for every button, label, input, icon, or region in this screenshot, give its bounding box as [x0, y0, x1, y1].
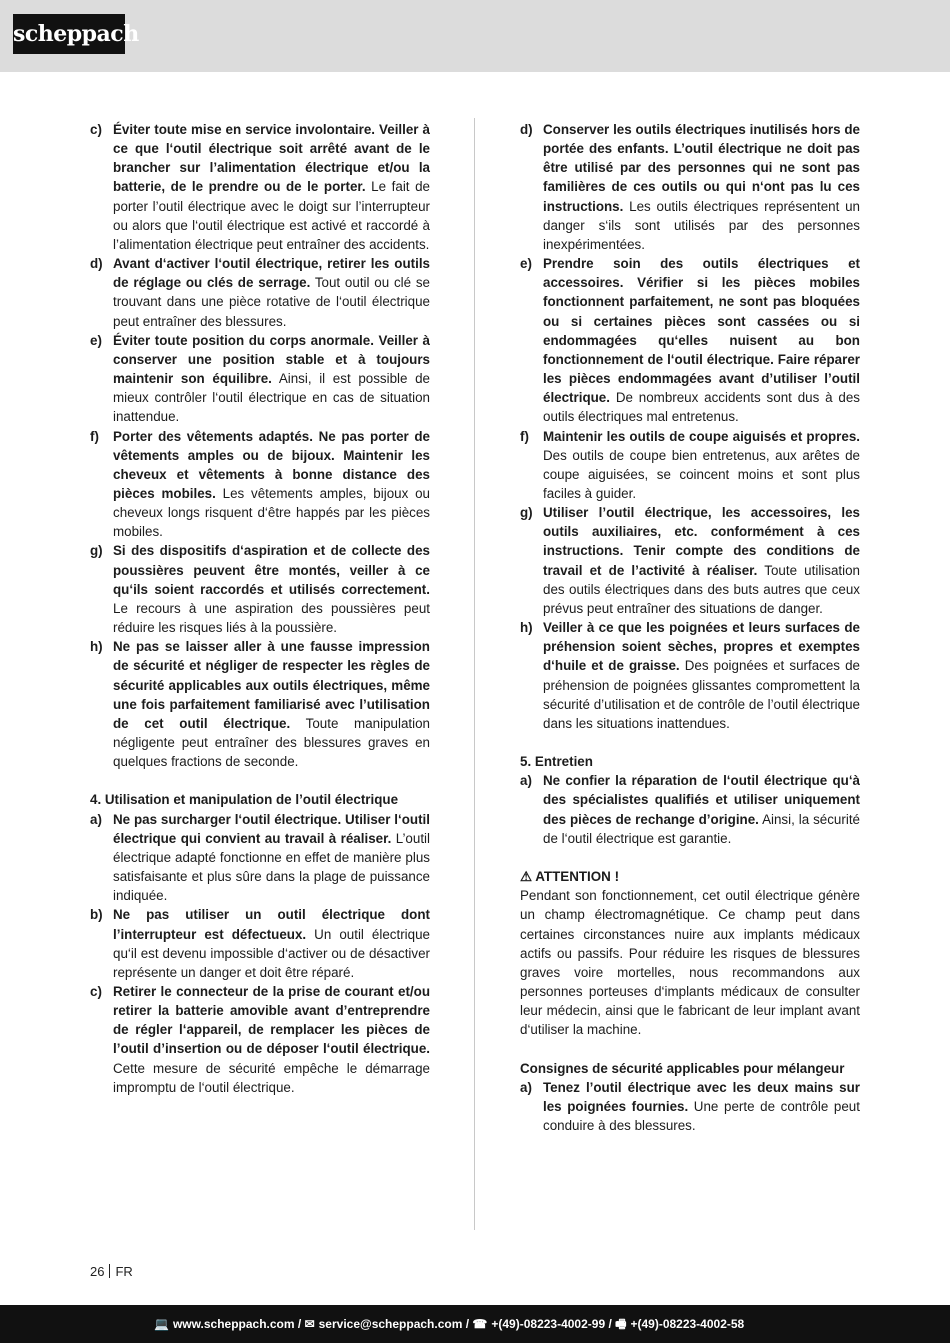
list-item-normal-text: De nombreux accidents sont dus à des outils électriques mal entretenus.: [543, 390, 860, 425]
list-item-text: [543, 120, 860, 254]
header-band: [0, 0, 950, 72]
section-5-heading: 5. Entretien: [520, 754, 593, 770]
list-item-normal-text: Des outils de coupe bien entretenus, aux arêtes de coupe aiguisées, se coincent moins et sont plus faciles à guider.: [543, 447, 860, 501]
page-number: [90, 1264, 133, 1279]
right-column: [520, 120, 860, 1135]
list-item-bold-text: Ne pas se laisser aller à une fausse impression de sécurité et négliger de respecter les règles de sécurité applicables aux outils électriques, même une fois parfaitement familiarisé avec l’utilisation de cet outil électrique.: [113, 639, 430, 731]
list-item-normal-text: Ainsi, la sécurité de l‘outil électrique est garantie.: [543, 811, 860, 846]
list-item-text: [113, 905, 430, 982]
list-item-label: f): [520, 428, 529, 444]
list-item-text: [543, 254, 860, 426]
list-item: [520, 254, 860, 426]
list-item-bold-text: Avant d‘activer l‘outil électrique, retirer les outils de réglage ou clés de serrage.: [113, 256, 430, 291]
list-item-normal-text: L’outil électrique adapté fonctionne en effet de manière plus satisfaisante et plus sûre dans la plage de puissance indiquée.: [113, 830, 430, 904]
page-number-value: 26: [90, 1264, 105, 1279]
list-item-bold-text: Conserver les outils électriques inutilisés hors de portée des enfants. L’outil électrique ne doit pas être utilisé par des personnes qui ne sont pas familières de ces outils ou qui n‘ont pas lu ces instructions.: [543, 122, 860, 214]
list-item: [90, 810, 430, 906]
attention-heading: ⚠ ATTENTION !: [520, 869, 620, 885]
list-item: [90, 637, 430, 771]
list-item: [90, 982, 430, 1097]
list-item-normal-text: Le recours à une aspiration des poussières peut réduire les risques liés à la poussière.: [113, 600, 430, 636]
list-item-label: d): [520, 122, 533, 137]
list-item-label: g): [90, 543, 103, 559]
list-item: [90, 331, 430, 427]
list-item-text: [113, 541, 430, 637]
list-item-bold-text: Tenez l’outil électrique avec les deux mains sur les poignées fournies.: [543, 1079, 860, 1114]
list-item-label: d): [90, 256, 103, 272]
list-item-label: e): [90, 332, 102, 348]
footer-phone: +(49)-08223-4002-99 /: [491, 1317, 612, 1331]
list-item-text: [113, 427, 430, 542]
list-item-text: [113, 120, 430, 254]
list-item: [520, 503, 860, 618]
list-item: [90, 120, 430, 254]
list-item-label: g): [520, 505, 533, 521]
list-item-text: [543, 503, 860, 618]
list-item-normal-text: Une perte de contrôle peut conduire à des blessures.: [543, 1098, 860, 1134]
list-item-bold-text: Veiller à ce que les poignées et leurs surfaces de préhension soient sèches, propres et exemptes d‘huile et de graisse.: [543, 620, 860, 674]
list-item-text: [543, 618, 860, 733]
list-item: [520, 771, 860, 848]
list-item-bold-text: Retirer le connecteur de la prise de courant et/ou retirer la batterie amovible avant d’entreprendre de régler l‘appareil, de remplacer les pièces de l’outil d’insertion ou de déposer l‘outil électrique.: [113, 984, 430, 1057]
list-item: [520, 120, 860, 254]
list-item: [90, 905, 430, 982]
list-item-text: [113, 982, 430, 1097]
list-item-normal-text: Les vêtements amples, bijoux ou cheveux longs risquent d‘être happés par les pièces mobiles.: [113, 485, 430, 540]
list-item-normal-text: Ainsi, il est possible de mieux contrôler l‘outil électrique en cas de situation inattendue.: [113, 371, 430, 425]
left-items-a: [90, 120, 430, 771]
list-item-label: b): [90, 907, 103, 923]
list-item: [90, 254, 430, 331]
list-item-text: [113, 810, 430, 906]
list-item-label: a): [520, 1079, 532, 1095]
left-column: [90, 120, 430, 1097]
list-item-normal-text: Cette mesure de sécurité empêche le démarrage impromptu de l‘outil électrique.: [113, 1060, 430, 1095]
footer-email-link[interactable]: service@scheppach.com /: [318, 1317, 470, 1331]
list-item: [90, 541, 430, 637]
list-item-bold-text: Utiliser l’outil électrique, les accessoires, les outils auxiliaires, etc. conformément à ces instructions. Tenir compte des conditions de travail et de l’activité à réaliser.: [543, 505, 860, 578]
list-item-normal-text: Des poignées et surfaces de préhension de poignées glissantes compromettent la sécurité d’utilisation et de contrôle de l’outil électrique dans les situations inattendues.: [543, 658, 860, 731]
list-item: [520, 618, 860, 733]
list-item: [520, 1078, 860, 1135]
list-item-text: [543, 1078, 860, 1135]
list-item-label: c): [90, 122, 102, 137]
list-item-label: a): [520, 773, 532, 789]
list-item-text: [113, 254, 430, 331]
list-item-normal-text: Les outils électriques représentent un danger s‘ils sont utilisés par des personnes inexpérimentées.: [543, 198, 860, 252]
list-item-normal-text: Toute utilisation des outils électriques dans des buts autres que ceux prévus peut entraîner des situations de danger.: [543, 562, 860, 616]
footer-fax: +(49)-08223-4002-58: [630, 1317, 745, 1331]
list-item-bold-text: Ne pas surcharger l‘outil électrique. Utiliser l‘outil électrique qui convient au travail à réaliser.: [113, 811, 430, 846]
list-item-text: [543, 771, 860, 848]
list-item-label: f): [90, 428, 99, 444]
list-item: [520, 427, 860, 504]
list-item-label: h): [90, 639, 103, 655]
footer-website-link[interactable]: www.scheppach.com /: [172, 1317, 302, 1331]
mixer-safety-heading: Consignes de sécurité applicables pour mélangeur: [520, 1060, 845, 1076]
list-item-label: h): [520, 620, 533, 636]
fax-icon: 🖷: [615, 1317, 627, 1331]
list-item-bold-text: Éviter toute mise en service involontaire. Veiller à ce que l‘outil électrique soit arrêté avant de le brancher sur l’alimentation électrique et/ou la batterie, de le prendre ou de le porter.: [113, 122, 430, 195]
computer-icon: 💻: [154, 1317, 169, 1331]
mail-icon: ✉: [304, 1317, 315, 1331]
list-item-bold-text: Ne pas utiliser un outil électrique dont l’interrupteur est défectueux.: [113, 907, 430, 942]
list-item-normal-text: Le fait de porter l’outil électrique avec le doigt sur l’interrupteur ou alors que l‘outil électrique est activé et raccordé à l’alimentation électrique peut entraîner des accidents.: [113, 179, 430, 252]
list-item-label: a): [90, 811, 102, 827]
page-number-separator: [109, 1264, 110, 1278]
list-item-bold-text: Maintenir les outils de coupe aiguisés et propres.: [543, 428, 860, 444]
list-item-bold-text: Prendre soin des outils électriques et accessoires. Vérifier si les pièces mobiles fonctionnent parfaitement, ne sont pas bloquées ou si certaines pièces sont cassées ou si endommagées qu‘elles nuisent au bon fonctionnement de l‘outil électrique. Faire réparer les pièces endommagées avant d’utiliser l’outil électrique.: [543, 256, 860, 406]
footer-contact: [154, 1305, 744, 1343]
list-item-text: [543, 427, 860, 504]
attention-text: Pendant son fonctionnement, cet outil électrique génère un champ électromagnétique. Ce champ peut dans certaines circonstances nuire aux implants médicaux actifs ou passifs. Pour réduire les risques de blessures graves voire mortelles, nous recommandons aux personnes porteuses d‘implants médicaux de consulter leur médecin, ainsi que le fabricant de leur implant avant d‘utiliser la machine.: [520, 888, 860, 1038]
list-item-normal-text: Tout outil ou clé se trouvant dans une pièce rotative de l‘outil électrique peut entraîner des blessures.: [113, 275, 430, 329]
list-item-normal-text: Toute manipulation négligente peut entraîner des blessures graves en quelques fractions de seconde.: [113, 715, 430, 770]
scheppach-logo: scheppach: [13, 14, 125, 54]
list-item: [90, 427, 430, 542]
footer-band: [0, 1305, 950, 1343]
section-4-heading: 4. Utilisation et manipulation de l’outil électrique: [90, 792, 399, 808]
list-item-bold-text: Si des dispositifs d‘aspiration et de collecte des poussières peuvent être montés, veiller à ce qu‘ils soient raccordés et utilisés correctement.: [113, 543, 430, 597]
phone-icon: ☎: [472, 1317, 488, 1331]
left-items-b: [90, 810, 430, 1097]
list-item-bold-text: Porter des vêtements adaptés. Ne pas porter de vêtements amples ou de bijoux. Maintenir les cheveux et vêtements à bonne distance des pièces mobiles.: [113, 428, 430, 501]
list-item-bold-text: Ne confier la réparation de l‘outil électrique qu‘à des spécialistes qualifiés et utiliser uniquement des pièces de rechange d’origine.: [543, 773, 860, 827]
list-item-label: e): [520, 256, 532, 272]
right-items-b: [520, 771, 860, 848]
right-items-c: [520, 1078, 860, 1135]
list-item-bold-text: Éviter toute position du corps anormale. Veiller à conserver une position stable et à toujours maintenir son équilibre.: [113, 332, 430, 387]
right-items-a: [520, 120, 860, 733]
column-divider: [474, 118, 475, 1230]
list-item-label: c): [90, 984, 102, 1000]
list-item-text: [113, 331, 430, 427]
list-item-normal-text: Un outil électrique qu‘il est devenu impossible d‘activer ou de désactiver représente un danger et doit être réparé.: [113, 926, 430, 980]
page-language: FR: [115, 1264, 133, 1279]
list-item-text: [113, 637, 430, 771]
